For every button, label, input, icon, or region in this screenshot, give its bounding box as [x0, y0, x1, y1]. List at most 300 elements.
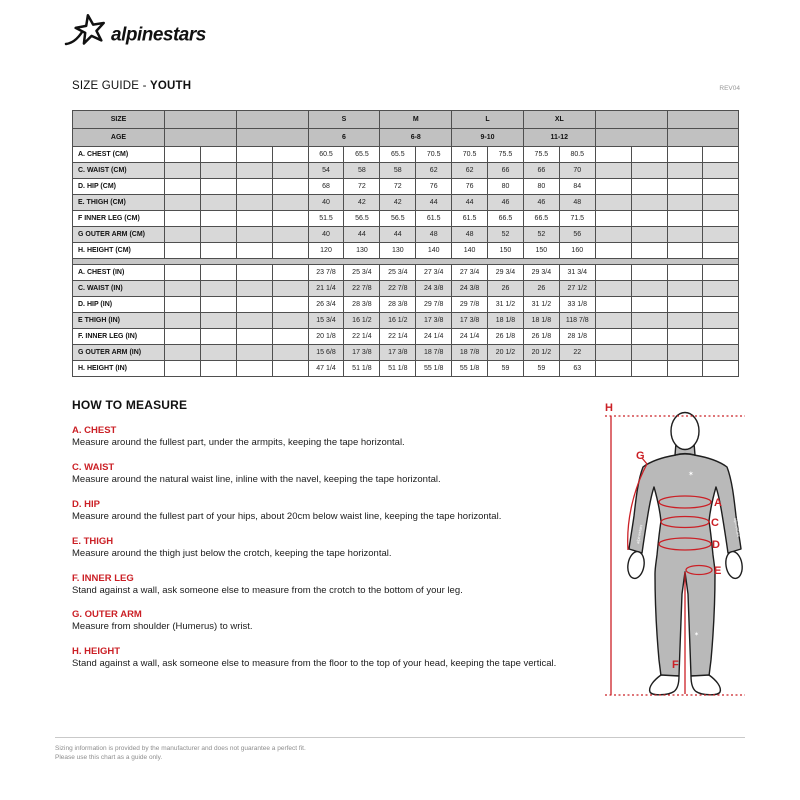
empty-cell: [595, 345, 631, 361]
cell-value: 58: [344, 163, 380, 179]
empty-cell: [667, 111, 739, 129]
cell-value: 56.5: [380, 211, 416, 227]
row-label: E. THIGH (CM): [73, 195, 165, 211]
empty-cell: [667, 345, 703, 361]
empty-cell: [631, 265, 667, 281]
empty-cell: [631, 297, 667, 313]
age-header-row-value-3: 11-12: [523, 129, 595, 147]
empty-cell: [165, 345, 201, 361]
cell-value: 44: [380, 227, 416, 243]
cell-value: 18 7/8: [452, 345, 488, 361]
measure-heading: E. THIGH: [72, 535, 114, 547]
cell-value: 47 1/4: [308, 361, 344, 377]
empty-cell: [595, 111, 667, 129]
table-row-cm: [73, 179, 739, 195]
right-sleeve-brand-text: alpinestars: [733, 517, 742, 538]
chest-label: A: [714, 497, 722, 509]
empty-cell: [595, 243, 631, 259]
table-row-in: [73, 265, 739, 281]
cell-value: 76: [452, 179, 488, 195]
empty-cell: [200, 281, 236, 297]
body-measurement-diagram: [593, 398, 750, 738]
cell-value: 16 1/2: [344, 313, 380, 329]
empty-cell: [165, 211, 201, 227]
empty-cell: [236, 265, 272, 281]
empty-cell: [272, 243, 308, 259]
empty-cell: [236, 281, 272, 297]
empty-cell: [200, 195, 236, 211]
cell-value: 28 1/8: [559, 329, 595, 345]
row-label: G OUTER ARM (IN): [73, 345, 165, 361]
row-label: C. WAIST (CM): [73, 163, 165, 179]
empty-cell: [595, 179, 631, 195]
cell-value: 18 7/8: [416, 345, 452, 361]
row-label: H. HEIGHT (IN): [73, 361, 165, 377]
empty-cell: [703, 345, 739, 361]
cell-value: 76: [416, 179, 452, 195]
row-label: G OUTER ARM (CM): [73, 227, 165, 243]
measure-heading: F. INNER LEG: [72, 572, 134, 584]
cell-value: 55 1/8: [416, 361, 452, 377]
cell-value: 140: [416, 243, 452, 259]
cell-value: 20 1/8: [308, 329, 344, 345]
cell-value: 70: [559, 163, 595, 179]
empty-cell: [631, 227, 667, 243]
empty-cell: [667, 243, 703, 259]
alpinestars-star-icon: [66, 15, 104, 44]
logo-wordmark: alpinestars: [111, 24, 206, 46]
cell-value: 61.5: [416, 211, 452, 227]
revision-label: REV04: [719, 85, 740, 92]
table-row-cm: [73, 211, 739, 227]
empty-cell: [236, 313, 272, 329]
cell-value: 31 1/2: [523, 297, 559, 313]
table-row-cm: [73, 195, 739, 211]
title-row: [72, 80, 740, 92]
cell-value: 66.5: [488, 211, 524, 227]
table-row-cm: [73, 163, 739, 179]
measure-item: [72, 646, 600, 670]
cell-value: 71.5: [559, 211, 595, 227]
cell-value: 17 3/8: [380, 345, 416, 361]
cell-value: 26 1/8: [523, 329, 559, 345]
empty-cell: [236, 147, 272, 163]
empty-cell: [703, 313, 739, 329]
measure-item: [72, 499, 600, 523]
measure-description: Stand against a wall, ask someone else to measure from the floor to the top of your head, keeping the tape vertical.: [72, 658, 557, 670]
measure-item: [72, 573, 600, 597]
cell-value: 65.5: [344, 147, 380, 163]
age-header-row-label: AGE: [73, 129, 165, 147]
measure-description: Measure around the thigh just below the crotch, keeping the tape horizontal.: [72, 547, 392, 559]
empty-cell: [272, 297, 308, 313]
cell-value: 63: [559, 361, 595, 377]
empty-cell: [272, 163, 308, 179]
empty-cell: [703, 147, 739, 163]
empty-cell: [631, 163, 667, 179]
measure-description: Measure around the natural waist line, inline with the navel, keeping the tape horizontal.: [72, 473, 441, 485]
empty-cell: [236, 111, 308, 129]
cell-value: 59: [523, 361, 559, 377]
cell-value: 46: [523, 195, 559, 211]
outer-arm-label: G: [636, 450, 645, 462]
cell-value: 26 3/4: [308, 297, 344, 313]
empty-cell: [703, 329, 739, 345]
cell-value: 56: [559, 227, 595, 243]
cell-value: 24 1/4: [452, 329, 488, 345]
empty-cell: [595, 227, 631, 243]
empty-cell: [272, 227, 308, 243]
measure-heading: D. HIP: [72, 498, 100, 510]
cell-value: 72: [344, 179, 380, 195]
empty-cell: [667, 227, 703, 243]
waist-label: C: [711, 517, 719, 529]
cell-value: 56.5: [344, 211, 380, 227]
empty-cell: [272, 361, 308, 377]
row-label: H. HEIGHT (CM): [73, 243, 165, 259]
cell-value: 75.5: [488, 147, 524, 163]
cell-value: 80.5: [559, 147, 595, 163]
cell-value: 66.5: [523, 211, 559, 227]
empty-cell: [236, 227, 272, 243]
empty-cell: [667, 147, 703, 163]
cell-value: 26: [523, 281, 559, 297]
empty-cell: [703, 227, 739, 243]
cell-value: 70.5: [416, 147, 452, 163]
empty-cell: [165, 147, 201, 163]
cell-value: 54: [308, 163, 344, 179]
cell-value: 33 1/8: [559, 297, 595, 313]
empty-cell: [200, 265, 236, 281]
size-header-row-value-1: M: [380, 111, 452, 129]
cell-value: 20 1/2: [488, 345, 524, 361]
empty-cell: [165, 163, 201, 179]
empty-cell: [667, 265, 703, 281]
cell-value: 31 3/4: [559, 265, 595, 281]
empty-cell: [200, 179, 236, 195]
empty-cell: [165, 179, 201, 195]
left-hand: [626, 550, 646, 579]
cell-value: 31 1/2: [488, 297, 524, 313]
cell-value: 26: [488, 281, 524, 297]
empty-cell: [595, 361, 631, 377]
empty-cell: [703, 195, 739, 211]
empty-cell: [200, 211, 236, 227]
size-table: [72, 110, 739, 377]
cell-value: 22 7/8: [344, 281, 380, 297]
cell-value: 15 6/8: [308, 345, 344, 361]
empty-cell: [165, 361, 201, 377]
empty-cell: [667, 179, 703, 195]
cell-value: 22 1/4: [344, 329, 380, 345]
cell-value: 80: [488, 179, 524, 195]
chest-logo-mark: ✶: [688, 471, 694, 478]
table-row-cm: [73, 243, 739, 259]
measure-heading: A. CHEST: [72, 425, 117, 436]
empty-cell: [667, 195, 703, 211]
cell-value: 70.5: [452, 147, 488, 163]
empty-cell: [703, 179, 739, 195]
empty-cell: [236, 361, 272, 377]
empty-cell: [236, 329, 272, 345]
empty-cell: [667, 211, 703, 227]
measure-description: Measure around the fullest part, under the armpits, keeping the tape horizontal.: [72, 437, 405, 448]
empty-cell: [165, 281, 201, 297]
empty-cell: [631, 281, 667, 297]
cell-value: 130: [380, 243, 416, 259]
size-header-row-value-0: S: [308, 111, 380, 129]
cell-value: 25 3/4: [380, 265, 416, 281]
measure-description: Measure around the fullest part of your hips, about 20cm below waist line, keeping the tape horizontal.: [72, 510, 502, 522]
cell-value: 18 1/8: [488, 313, 524, 329]
empty-cell: [703, 243, 739, 259]
cell-value: 80: [523, 179, 559, 195]
size-header-row-label: SIZE: [73, 111, 165, 129]
empty-cell: [165, 329, 201, 345]
empty-cell: [667, 297, 703, 313]
footer-disclaimer: [55, 744, 306, 762]
cell-value: 48: [452, 227, 488, 243]
empty-cell: [272, 195, 308, 211]
cell-value: 29 3/4: [523, 265, 559, 281]
cell-value: 24 3/8: [416, 281, 452, 297]
empty-cell: [595, 329, 631, 345]
measure-heading: H. HEIGHT: [72, 646, 121, 658]
table-row-in: [73, 329, 739, 345]
cell-value: 23 7/8: [308, 265, 344, 281]
table-row-in: [73, 281, 739, 297]
empty-cell: [595, 281, 631, 297]
empty-cell: [631, 147, 667, 163]
cell-value: 72: [380, 179, 416, 195]
empty-cell: [165, 129, 237, 147]
size-header-row-value-2: L: [452, 111, 524, 129]
row-label: D. HIP (CM): [73, 179, 165, 195]
right-hand: [724, 550, 744, 579]
measure-heading: C. WAIST: [72, 461, 115, 473]
cell-value: 60.5: [308, 147, 344, 163]
empty-cell: [667, 129, 739, 147]
size-header-row: [73, 111, 739, 129]
cell-value: 46: [488, 195, 524, 211]
alpinestars-logo-svg: [63, 12, 228, 48]
empty-cell: [703, 265, 739, 281]
empty-cell: [703, 211, 739, 227]
cell-value: 28 3/8: [344, 297, 380, 313]
table-row-in: [73, 361, 739, 377]
row-label: A. CHEST (CM): [73, 147, 165, 163]
empty-cell: [272, 211, 308, 227]
cell-value: 22 7/8: [380, 281, 416, 297]
cell-value: 29 7/8: [416, 297, 452, 313]
empty-cell: [165, 111, 237, 129]
empty-cell: [667, 163, 703, 179]
cell-value: 27 3/4: [416, 265, 452, 281]
age-header-row-value-2: 9-10: [452, 129, 524, 147]
row-label: F. INNER LEG (IN): [73, 329, 165, 345]
empty-cell: [272, 313, 308, 329]
cell-value: 18 1/8: [523, 313, 559, 329]
cell-value: 22: [559, 345, 595, 361]
cell-value: 150: [523, 243, 559, 259]
age-header-row: [73, 129, 739, 147]
empty-cell: [631, 361, 667, 377]
empty-cell: [667, 329, 703, 345]
cell-value: 52: [488, 227, 524, 243]
empty-cell: [165, 243, 201, 259]
empty-cell: [667, 281, 703, 297]
empty-cell: [200, 163, 236, 179]
empty-cell: [595, 147, 631, 163]
empty-cell: [200, 313, 236, 329]
cell-value: 48: [559, 195, 595, 211]
cell-value: 84: [559, 179, 595, 195]
empty-cell: [631, 313, 667, 329]
left-foot: [650, 675, 679, 695]
empty-cell: [631, 345, 667, 361]
cell-value: 51 1/8: [344, 361, 380, 377]
empty-cell: [165, 265, 201, 281]
empty-cell: [272, 265, 308, 281]
row-label: F INNER LEG (CM): [73, 211, 165, 227]
measure-list: [72, 425, 600, 670]
empty-cell: [165, 195, 201, 211]
alpinestars-logo: [63, 12, 228, 48]
cell-value: 120: [308, 243, 344, 259]
empty-cell: [236, 129, 308, 147]
cell-value: 52: [523, 227, 559, 243]
cell-value: 24 3/8: [452, 281, 488, 297]
cell-value: 150: [488, 243, 524, 259]
row-label: C. WAIST (IN): [73, 281, 165, 297]
how-to-measure-section: [72, 398, 600, 683]
cell-value: 44: [416, 195, 452, 211]
cell-value: 21 1/4: [308, 281, 344, 297]
cell-value: 29 7/8: [452, 297, 488, 313]
cell-value: 130: [344, 243, 380, 259]
empty-cell: [595, 265, 631, 281]
empty-cell: [200, 297, 236, 313]
cell-value: 40: [308, 227, 344, 243]
empty-cell: [200, 147, 236, 163]
cell-value: 55 1/8: [452, 361, 488, 377]
hip-label: D: [712, 539, 720, 551]
table-row-in: [73, 313, 739, 329]
empty-cell: [165, 227, 201, 243]
empty-cell: [703, 297, 739, 313]
empty-cell: [272, 281, 308, 297]
empty-cell: [236, 179, 272, 195]
table-row-in: [73, 297, 739, 313]
cell-value: 27 3/4: [452, 265, 488, 281]
empty-cell: [595, 195, 631, 211]
page-title: [72, 80, 191, 92]
row-label: A. CHEST (IN): [73, 265, 165, 281]
footer-divider: [55, 737, 745, 738]
empty-cell: [236, 243, 272, 259]
cell-value: 66: [488, 163, 524, 179]
measure-description: Stand against a wall, ask someone else to measure from the crotch to the bottom of your leg.: [72, 584, 463, 596]
empty-cell: [703, 281, 739, 297]
cell-value: 25 3/4: [344, 265, 380, 281]
cell-value: 17 3/8: [452, 313, 488, 329]
size-header-row-value-3: XL: [523, 111, 595, 129]
cell-value: 61.5: [452, 211, 488, 227]
cell-value: 75.5: [523, 147, 559, 163]
row-label: D. HIP (IN): [73, 297, 165, 313]
footer-line-1: Sizing information is provided by the manufacturer and does not guarantee a perfect fit.: [55, 745, 306, 752]
cell-value: 160: [559, 243, 595, 259]
empty-cell: [595, 313, 631, 329]
empty-cell: [236, 163, 272, 179]
inner-leg-label: F: [672, 659, 679, 671]
empty-cell: [631, 179, 667, 195]
empty-cell: [236, 195, 272, 211]
empty-cell: [631, 195, 667, 211]
empty-cell: [236, 211, 272, 227]
right-foot: [691, 675, 720, 695]
empty-cell: [200, 361, 236, 377]
empty-cell: [595, 297, 631, 313]
cell-value: 24 1/4: [416, 329, 452, 345]
cell-value: 68: [308, 179, 344, 195]
empty-cell: [631, 329, 667, 345]
cell-value: 44: [344, 227, 380, 243]
empty-cell: [595, 211, 631, 227]
empty-cell: [272, 329, 308, 345]
measure-heading: G. OUTER ARM: [72, 609, 142, 621]
measure-item: [72, 462, 600, 486]
cell-value: 22 1/4: [380, 329, 416, 345]
thigh-label: E: [714, 565, 722, 577]
knee-logo-mark: ✶: [694, 632, 700, 638]
cell-value: 51.5: [308, 211, 344, 227]
empty-cell: [200, 243, 236, 259]
cell-value: 66: [523, 163, 559, 179]
table-row-cm: [73, 227, 739, 243]
head: [671, 413, 699, 450]
page-title-prefix: SIZE GUIDE -: [72, 80, 150, 92]
cell-value: 16 1/2: [380, 313, 416, 329]
body-diagram-svg: [593, 398, 750, 738]
table-row-cm: [73, 147, 739, 163]
cell-value: 58: [380, 163, 416, 179]
cell-value: 59: [488, 361, 524, 377]
empty-cell: [200, 329, 236, 345]
empty-cell: [200, 345, 236, 361]
cell-value: 28 3/8: [380, 297, 416, 313]
cell-value: 51 1/8: [380, 361, 416, 377]
cell-value: 62: [452, 163, 488, 179]
empty-cell: [667, 313, 703, 329]
empty-cell: [595, 129, 667, 147]
page-title-category: YOUTH: [150, 80, 192, 92]
empty-cell: [703, 163, 739, 179]
empty-cell: [595, 163, 631, 179]
empty-cell: [236, 297, 272, 313]
footer-line-2: Please use this chart as a guide only.: [55, 754, 163, 761]
cell-value: 29 3/4: [488, 265, 524, 281]
cell-value: 27 1/2: [559, 281, 595, 297]
row-label: E THIGH (IN): [73, 313, 165, 329]
empty-cell: [272, 147, 308, 163]
cell-value: 44: [452, 195, 488, 211]
empty-cell: [165, 297, 201, 313]
cell-value: 140: [452, 243, 488, 259]
measure-item: [72, 609, 600, 633]
how-to-measure-title: HOW TO MEASURE: [72, 398, 188, 412]
cell-value: 42: [344, 195, 380, 211]
